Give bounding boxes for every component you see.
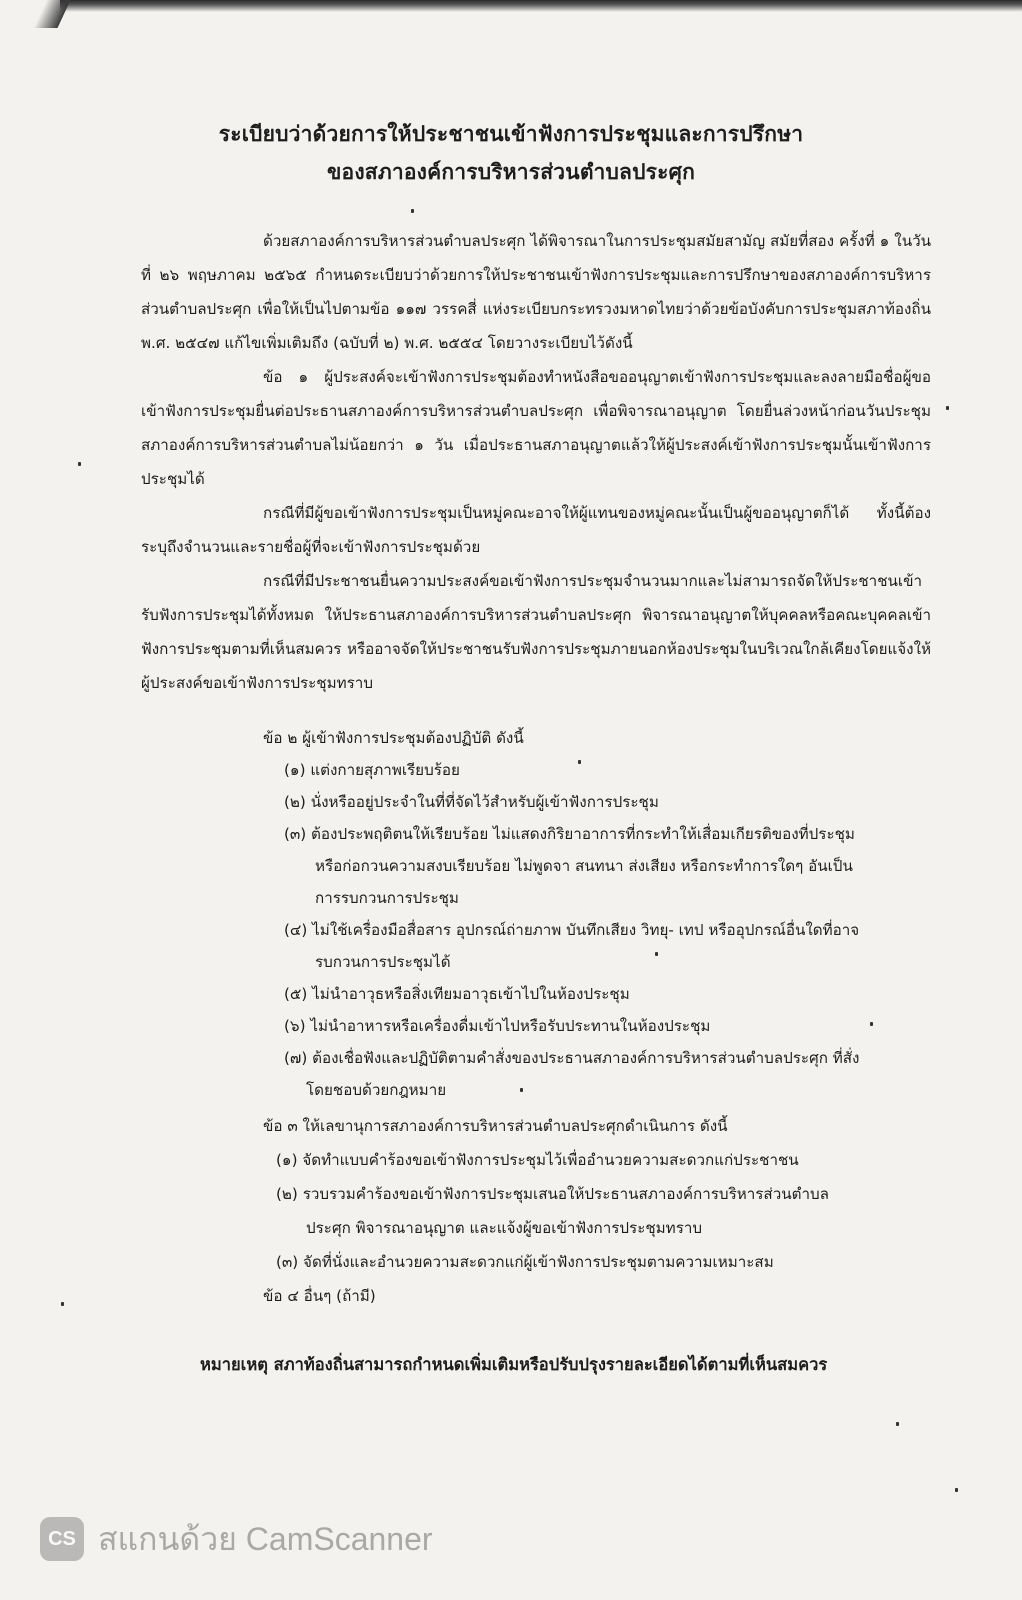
clause-2-item-continuation: รบกวนการประชุมได้ [315,953,451,971]
document-title-line2: ของสภาองค์การบริหารส่วนตำบลประศุก [326,160,696,184]
clause-2-item: (๔) ไม่ใช้เครื่องมือสื่อสาร อุปกรณ์ถ่ายภาพ บันทึกเสียง วิทยุ- เทป หรืออุปกรณ์อื่นใดที่อาจ [284,921,860,939]
scan-speck [896,1422,899,1426]
clause-3-item: (๒) รวบรวมคำร้องขอเข้าฟังการประชุมเสนอให้ประธานสภาองค์การบริหารส่วนตำบล [276,1185,829,1203]
clause-3-item-continuation: ประศุก พิจารณาอนุญาต และแจ้งผู้ขอเข้าฟังการประชุมทราบ [306,1219,703,1237]
clause-2-item: (๑) แต่งกายสุภาพเรียบร้อย [284,761,460,779]
clause-4: ข้อ ๔ อื่นๆ (ถ้ามี) [263,1287,376,1305]
clause-2-item-continuation: โดยชอบด้วยกฎหมาย [306,1081,447,1099]
document-title-line1: ระเบียบว่าด้วยการให้ประชาชนเข้าฟังการประชุมและการปรึกษา [218,122,804,146]
scan-speck [78,462,81,466]
clause-1-paragraph-2: กรณีที่มีผู้ขอเข้าฟังการประชุมเป็นหมู่คณะอาจให้ผู้แทนของหมู่คณะนั้นเป็นผู้ขออนุญาตก็ได้ ทั้งนี้ต้องระบุถึงจำนวนและรายชื่อผู้ที่จะเข้าฟังการประชุมด้วย [141,504,931,556]
clause-3-item: (๓) จัดที่นั่งและอำนวยความสะดวกแก่ผู้เข้าฟังการประชุมตามความเหมาะสม [276,1253,774,1271]
clause-2-item: (๖) ไม่นำอาหารหรือเครื่องดื่มเข้าไปหรือรับประทานในห้องประชุม [284,1017,711,1035]
camscanner-watermark [40,1512,433,1566]
scan-speck [955,1488,958,1492]
clause-2-item: (๒) นั่งหรืออยู่ประจำในที่ที่จัดไว้สำหรับผู้เข้าฟังการประชุม [284,793,659,811]
intro-paragraph: ด้วยสภาองค์การบริหารส่วนตำบลประศุก ได้พิจารณาในการประชุมสมัยสามัญ สมัยที่สอง ครั้งที่ ๑ ในวันที่ ๒๖ พฤษภาคม ๒๕๖๕ กำหนดระเบียบว่าด้วยการให้ประชาชนเข้าฟังการประชุมและการปรึกษาของสภาองค์การบริหารส่วนตำบลประศุก เพื่อให้เป็นไปตามข้อ ๑๑๗ วรรคสี่ แห่งระเบียบกระทรวงมหาดไทยว่าด้วยข้อบังคับการประชุมสภาท้องถิ่น พ.ศ. ๒๕๔๗ แก้ไขเพิ่มเติมถึง (ฉบับที่ ๒) พ.ศ. ๒๕๕๔ โดยวางระเบียบไว้ดังนี้ [141,232,931,352]
scan-speck [411,209,414,213]
clause-1-paragraph: ข้อ ๑ ผู้ประสงค์จะเข้าฟังการประชุมต้องทำหนังสือขออนุญาตเข้าฟังการประชุมและลงลายมือชื่อผู้ขอเข้าฟังการประชุมยื่นต่อประธานสภาองค์การบริหารส่วนตำบลประศุก เพื่อพิจารณาอนุญาต โดยยื่นล่วงหน้าก่อนวันประชุมสภาองค์การบริหารส่วนตำบลไม่น้อยกว่า ๑ วัน เมื่อประธานสภาอนุญาตแล้วให้ผู้ประสงค์เข้าฟังการประชุมนั้นเข้าฟังการประชุมได้ [141,368,931,488]
clause-2-item: (๗) ต้องเชื่อฟังและปฏิบัติตามคำสั่งของประธานสภาองค์การบริหารส่วนตำบลประศุก ที่สั่ง [284,1049,860,1067]
scan-speck [578,760,581,764]
scan-top-edge-shadow [60,0,1022,12]
camscanner-logo-icon: CS [40,1517,84,1561]
scan-speck [61,1302,64,1306]
scan-speck [520,1088,523,1092]
clause-3-item: (๑) จัดทำแบบคำร้องขอเข้าฟังการประชุมไว้เพื่ออำนวยความสะดวกแก่ประชาชน [276,1151,799,1169]
clause-2-heading: ข้อ ๒ ผู้เข้าฟังการประชุมต้องปฏิบัติ ดังนี้ [263,729,524,747]
clause-2-item: (๕) ไม่นำอาวุธหรือสิ่งเทียมอาวุธเข้าไปในห้องประชุม [284,985,630,1003]
scan-speck [655,952,658,956]
scan-speck [946,406,949,410]
scan-corner-shadow [33,0,70,28]
watermark-text: สแกนด้วย CamScanner [98,1520,433,1557]
document-body [141,224,931,700]
footnote: หมายเหตุ สภาท้องถิ่นสามารถกำหนดเพิ่มเติมหรือปรับปรุงรายละเอียดได้ตามที่เห็นสมควร [200,1355,828,1374]
scan-speck [870,1022,873,1026]
clause-2-item-continuation: หรือก่อกวนความสงบเรียบร้อย ไม่พูดจา สนทนา ส่งเสียง หรือกระทำการใดๆ อันเป็น [315,857,853,875]
clause-3-heading: ข้อ ๓ ให้เลขานุการสภาองค์การบริหารส่วนตำบลประศุกดำเนินการ ดังนี้ [263,1117,728,1135]
clause-2-item-continuation: การรบกวนการประชุม [315,889,459,907]
clause-2-item: (๓) ต้องประพฤติตนให้เรียบร้อย ไม่แสดงกิริยาอาการที่กระทำให้เสื่อมเกียรติของที่ประชุม [284,825,855,843]
clause-1-paragraph-3: กรณีที่มีประชาชนยื่นความประสงค์ขอเข้าฟังการประชุมจำนวนมากและไม่สามารถจัดให้ประชาชนเข้ารับฟังการประชุมได้ทั้งหมด ให้ประธานสภาองค์การบริหารส่วนตำบลประศุก พิจารณาอนุญาตให้บุคคลหรือคณะบุคคลเข้าฟังการประชุมตามที่เห็นสมควร หรืออาจจัดให้ประชาชนรับฟังการประชุมภายนอกห้องประชุมในบริเวณใกล้เคียงโดยแจ้งให้ผู้ประสงค์ขอเข้าฟังการประชุมทราบ [141,572,931,692]
